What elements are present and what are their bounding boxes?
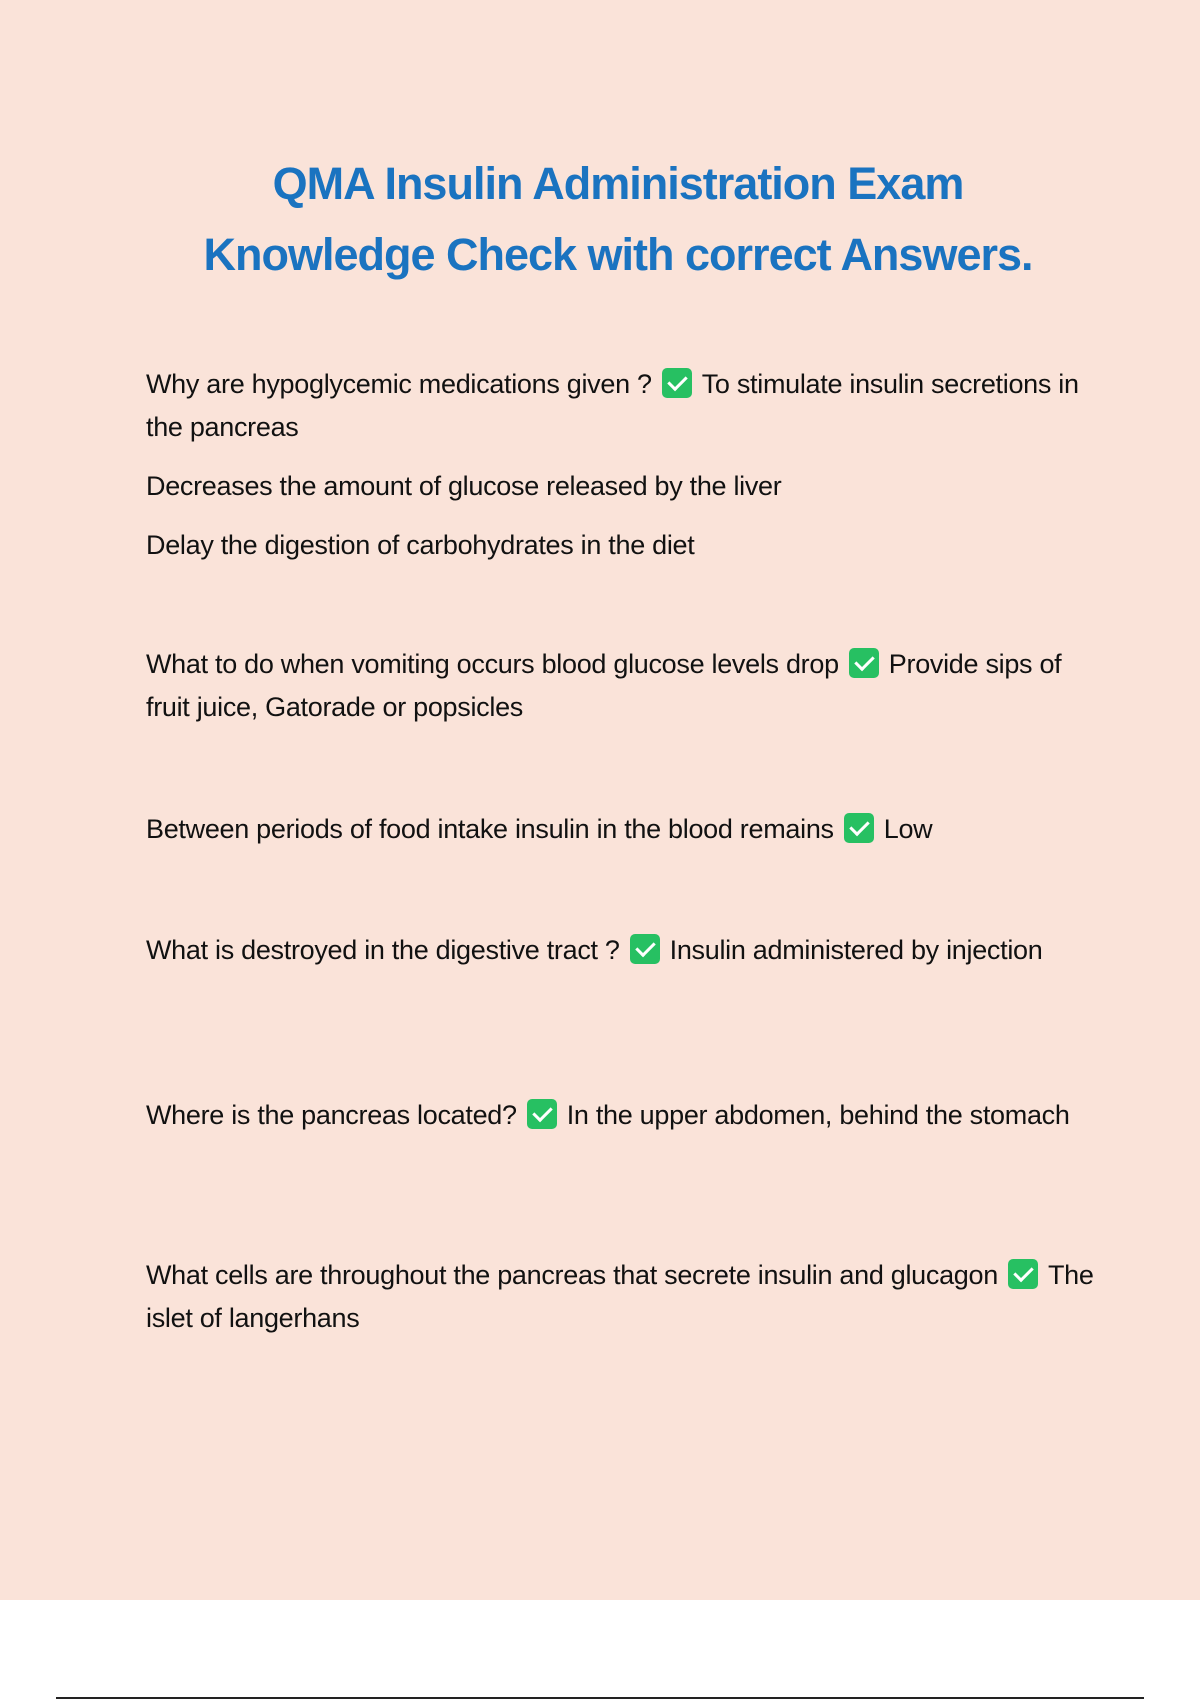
question-text: Why are hypoglycemic medications given ? [146, 369, 652, 399]
title-line-1: QMA Insulin Administration Exam [272, 158, 964, 209]
title-line-2: Knowledge Check with correct Answers. [203, 229, 1033, 280]
qa-item-2 [146, 643, 1096, 729]
question-text: Where is the pancreas located? [146, 1100, 517, 1130]
answer-text: Insulin administered by injection [669, 935, 1043, 965]
answer-extra-line: Delay the digestion of carbohydrates in the diet [146, 530, 695, 560]
qa-item-6 [146, 1254, 1096, 1340]
footer-divider [56, 1697, 1144, 1699]
answer-extra-line: Decreases the amount of glucose released by the liver [146, 471, 782, 501]
qa-item-4 [146, 929, 1096, 972]
qa-item-2-text [146, 643, 1096, 729]
check-mark-icon [849, 648, 879, 678]
question-text: What to do when vomiting occurs blood glucose levels drop [146, 649, 839, 679]
qa-item-4-text [146, 929, 1096, 972]
check-mark-icon [844, 813, 874, 843]
check-mark-icon [662, 368, 692, 398]
question-text: What cells are throughout the pancreas that secrete insulin and glucagon [146, 1260, 998, 1290]
check-mark-icon [1008, 1259, 1038, 1289]
question-text: Between periods of food intake insulin in the blood remains [146, 814, 834, 844]
check-mark-icon [630, 934, 660, 964]
answer-text: In the upper abdomen, behind the stomach [566, 1100, 1070, 1130]
answer-text: To stimulate insulin secretions in the pancreas [146, 369, 1079, 442]
qa-item-5 [146, 1094, 1096, 1137]
question-text: What is destroyed in the digestive tract ? [146, 935, 620, 965]
qa-item-1 [146, 363, 1096, 567]
qa-item-5-text [146, 1094, 1096, 1137]
answer-text: The islet of langerhans [146, 1260, 1094, 1333]
document-title [100, 148, 1136, 290]
answer-text: Provide sips of fruit juice, Gatorade or popsicles [146, 649, 1062, 722]
answer-text: Low [883, 814, 933, 844]
qa-item-1-text [146, 363, 1096, 449]
qa-item-3-text [146, 808, 1096, 851]
qa-item-6-text [146, 1254, 1096, 1340]
qa-item-3 [146, 808, 1096, 851]
check-mark-icon [527, 1099, 557, 1129]
